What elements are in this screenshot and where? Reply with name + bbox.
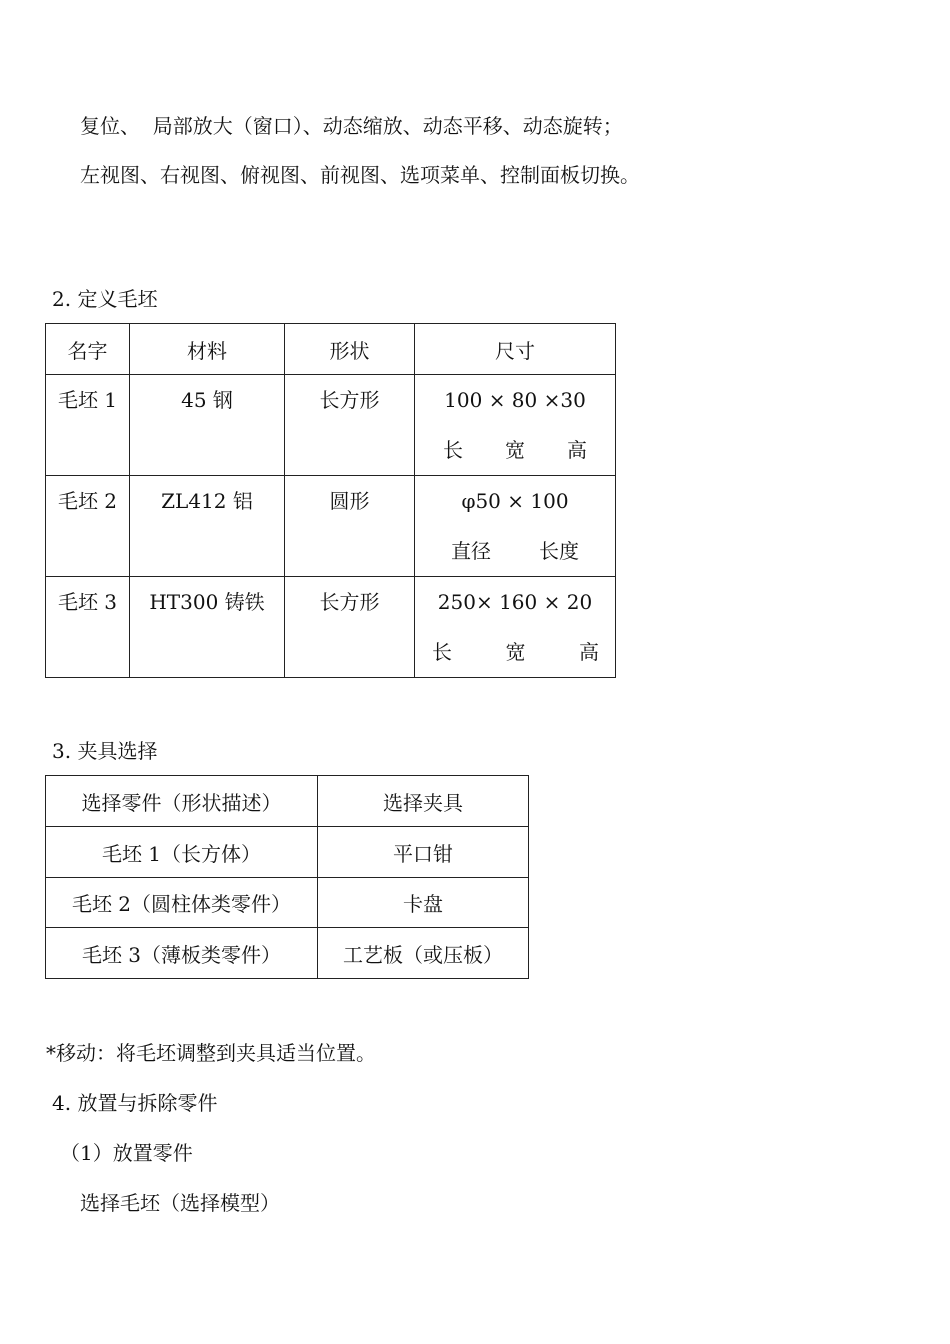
fixture-cell: 工艺板（或压板） [318, 928, 529, 979]
part-cell: 毛坯 3（薄板类零件） [46, 928, 318, 979]
dimension-label: 直径 [451, 539, 491, 563]
dimension-label: 长度 [539, 539, 579, 563]
blank-material: HT300 铸铁 [149, 590, 265, 614]
dimension-label: 长 [443, 438, 463, 462]
blank-name: 毛坯 3 [57, 590, 118, 614]
dimension-labels [415, 627, 615, 677]
header-size: 尺寸 [415, 324, 616, 375]
part-cell: 毛坯 1（长方体） [46, 827, 318, 878]
table-row [46, 476, 616, 577]
fixture-cell: 卡盘 [318, 878, 529, 928]
dimension-labels [415, 425, 615, 475]
select-blank-text: 选择毛坯（选择模型） [80, 1191, 280, 1215]
table-row [46, 375, 616, 476]
dimension-label: 宽 [505, 438, 525, 462]
section-3-heading: 3. 夹具选择 [52, 739, 158, 763]
part-cell: 毛坯 2（圆柱体类零件） [46, 878, 318, 928]
subsection-place-part: （1）放置零件 [60, 1141, 193, 1165]
blank-size: 100 × 80 ×30 [444, 388, 586, 412]
blank-name: 毛坯 1 [57, 388, 118, 412]
dimension-labels [415, 526, 615, 576]
blank-definition-table [45, 323, 616, 678]
table-row [46, 577, 616, 678]
intro-line-1: 复位、 局部放大（窗口）、动态缩放、动态平移、动态旋转； [80, 114, 623, 138]
table-header-row [46, 324, 616, 375]
section-4-heading: 4. 放置与拆除零件 [52, 1091, 218, 1115]
blank-shape: 圆形 [329, 489, 370, 513]
blank-material: ZL412 铝 [161, 489, 253, 513]
dimension-label: 高 [579, 640, 599, 664]
blank-size: 250× 160 × 20 [437, 590, 593, 614]
header-material: 材料 [130, 324, 285, 375]
table-row [46, 928, 529, 979]
fixture-selection-table [45, 775, 529, 979]
header-part: 选择零件（形状描述） [46, 776, 318, 827]
table-row [46, 827, 529, 878]
blank-size: φ50 × 100 [461, 489, 569, 513]
dimension-label: 宽 [505, 640, 526, 664]
header-shape: 形状 [285, 324, 415, 375]
blank-shape: 长方形 [319, 590, 380, 614]
header-fixture: 选择夹具 [318, 776, 529, 827]
move-note: *移动：将毛坯调整到夹具适当位置。 [46, 1041, 376, 1065]
header-name: 名字 [46, 324, 130, 375]
fixture-cell: 平口钳 [318, 827, 529, 878]
blank-material: 45 钢 [181, 388, 233, 412]
intro-line-2: 左视图、右视图、俯视图、前视图、选项菜单、控制面板切换。 [80, 163, 640, 187]
table-row [46, 878, 529, 928]
blank-shape: 长方形 [319, 388, 380, 412]
section-2-heading: 2. 定义毛坯 [52, 287, 158, 311]
dimension-label: 长 [432, 640, 452, 664]
table-header-row [46, 776, 529, 827]
blank-name: 毛坯 2 [57, 489, 118, 513]
dimension-label: 高 [567, 438, 587, 462]
